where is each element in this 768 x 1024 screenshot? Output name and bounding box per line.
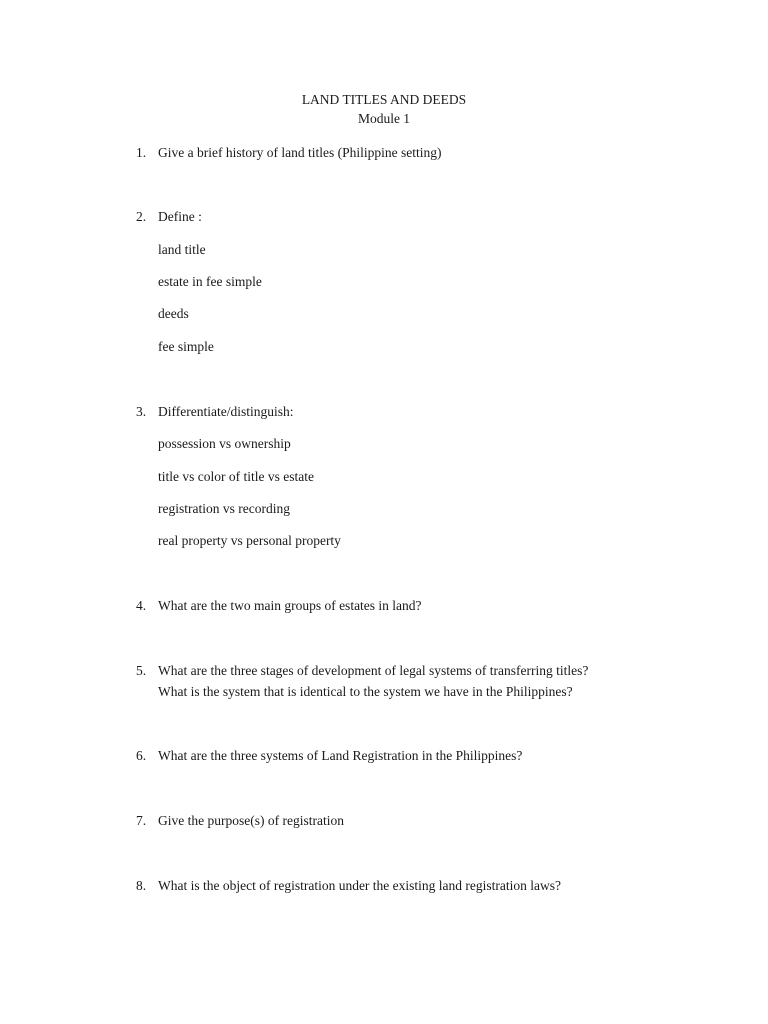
question-number: 7. xyxy=(136,813,147,828)
question-text: Define : xyxy=(158,209,202,224)
question-text: What is the object of registration under the existing land registration laws? xyxy=(158,878,562,893)
question-number: 5. xyxy=(136,663,147,678)
question-text: Differentiate/distinguish: xyxy=(158,404,294,419)
question-number: 2. xyxy=(136,209,147,224)
title-line: LAND TITLES AND DEEDS xyxy=(301,92,467,107)
question-text: What are the three stages of development of legal systems of transferring titles? xyxy=(158,663,589,678)
question-text: What are the three systems of Land Registration in the Philippines? xyxy=(158,748,523,763)
list-item: possession vs ownership xyxy=(158,436,291,451)
question-number: 8. xyxy=(136,878,147,893)
list-item: deeds xyxy=(158,306,189,321)
question-text: Give the purpose(s) of registration xyxy=(158,813,344,828)
subtitle-line: Module 1 xyxy=(357,111,411,126)
list-item: fee simple xyxy=(158,339,214,354)
list-item: estate in fee simple xyxy=(158,274,262,289)
list-item: real property vs personal property xyxy=(158,533,341,548)
list-item: registration vs recording xyxy=(158,501,290,516)
question-text: Give a brief history of land titles (Philippine setting) xyxy=(158,145,442,160)
question-text: What are the two main groups of estates in land? xyxy=(158,598,422,613)
question-number: 4. xyxy=(136,598,147,613)
list-item: land title xyxy=(158,242,206,257)
document-title xyxy=(0,90,768,128)
question-text: What is the system that is identical to the system we have in the Philippines? xyxy=(158,684,573,699)
question-number: 3. xyxy=(136,404,147,419)
list-item: title vs color of title vs estate xyxy=(158,469,314,484)
question-number: 6. xyxy=(136,748,147,763)
question-number: 1. xyxy=(136,145,147,160)
